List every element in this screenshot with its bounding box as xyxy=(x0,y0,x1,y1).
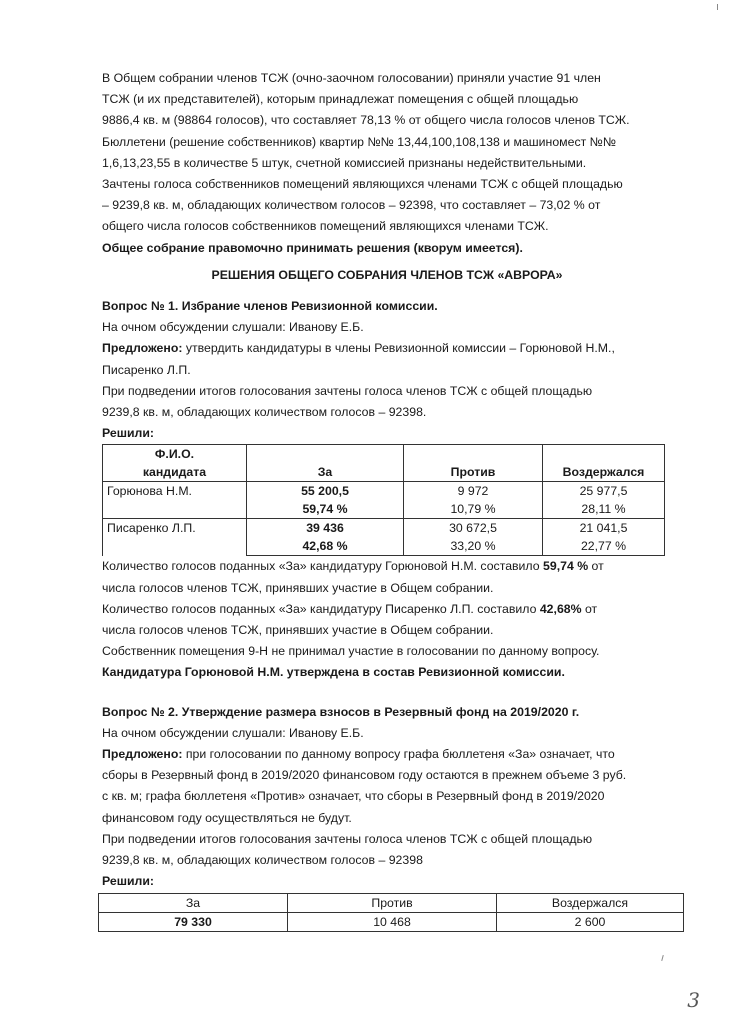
q2-count-line: При подведении итогов голосования зачтены голоса членов ТСЖ с общей площадью xyxy=(102,831,593,846)
q2-heading: Вопрос № 2. Утверждение размера взносов в Резервный фонд на 2019/2020 г. xyxy=(102,704,580,719)
col-against-header: Против xyxy=(288,893,497,912)
intro-line: Бюллетени (решение собственников) квартир №№ 13,44,100,108,138 и машиномест №№ xyxy=(102,134,617,149)
q1-decided: Решили: xyxy=(102,426,155,441)
votes-abstain: 21 041,5 xyxy=(543,519,665,538)
votes-against: 10 468 xyxy=(288,912,497,931)
votes-against: 30 672,5 xyxy=(404,519,543,538)
intro-line: 9886,4 кв. м (98864 голосов), что составляет 78,13 % от общего числа голосов членов ТСЖ. xyxy=(102,113,630,128)
votes-abstain-pct: 22,77 % xyxy=(543,537,665,556)
table-row xyxy=(103,482,665,501)
col-abstain-header: Воздержался xyxy=(543,445,665,482)
votes-for: 39 436 xyxy=(247,519,404,538)
q1-result-line: числа голосов членов ТСЖ, принявших участие в Общем собрании. xyxy=(102,623,494,638)
quorum-statement: Общее собрание правомочно принимать решения (кворум имеется). xyxy=(102,240,523,255)
scan-mark xyxy=(717,4,718,10)
intro-line: общего числа голосов собственников помещений являющихся членами ТСЖ. xyxy=(102,219,549,234)
votes-for-pct: 59,74 % xyxy=(247,500,404,519)
candidate-name: Горюнова Н.М. xyxy=(103,482,247,519)
proposed-label: Предложено: xyxy=(102,341,183,356)
col-for-header: За xyxy=(247,445,404,482)
q1-conclusion: Кандидатура Горюновой Н.М. утверждена в состав Ревизионной комиссии. xyxy=(102,665,565,680)
q1-results-table xyxy=(102,444,665,556)
col-abstain-header: Воздержался xyxy=(497,893,684,912)
q2-proposed: Предложено: при голосовании по данному вопросу графа бюллетеня «За» означает, что xyxy=(102,747,615,762)
q1-heard: На очном обсуждении слушали: Иванову Е.Б. xyxy=(102,320,364,335)
q1-heading: Вопрос № 1. Избрание членов Ревизионной комиссии. xyxy=(102,299,438,314)
col-name-header: Ф.И.О. кандидата xyxy=(103,445,247,482)
q1-count-line: 9239,8 кв. м, обладающих количеством голосов – 92398. xyxy=(102,405,427,420)
votes-for: 55 200,5 xyxy=(247,482,404,501)
q2-proposed-cont: с кв. м; графа бюллетеня «Против» означает, что сборы в Резервный фонд в 2019/2020 xyxy=(102,789,605,804)
votes-against-pct: 33,20 % xyxy=(404,537,543,556)
q1-count-line: При подведении итогов голосования зачтены голоса членов ТСЖ с общей площадью xyxy=(102,383,593,398)
q1-proposed-cont: Писаренко Л.П. xyxy=(102,362,191,377)
votes-against-pct: 10,79 % xyxy=(404,500,543,519)
intro-line: 1,6,13,23,55 в количестве 5 штук, счетной комиссией признаны недействительными. xyxy=(102,155,587,170)
q1-result-line: числа голосов членов ТСЖ, принявших участие в Общем собрании. xyxy=(102,580,494,595)
intro-line: Зачтены голоса собственников помещений являющихся членами ТСЖ с общей площадью xyxy=(102,177,623,192)
document-body xyxy=(102,68,692,932)
votes-for: 79 330 xyxy=(99,912,288,931)
intro-line: В Общем собрании членов ТСЖ (очно-заочном голосовании) приняли участие 91 член xyxy=(102,71,601,85)
votes-abstain: 2 600 xyxy=(497,912,684,931)
scan-mark xyxy=(661,955,664,961)
q2-proposed-cont: финансовом году осуществляться не будут. xyxy=(102,810,352,825)
q1-result-line: Количество голосов поданных «За» кандидатуру Писаренко Л.П. составило 42,68% от xyxy=(102,601,598,616)
candidate-name: Писаренко Л.П. xyxy=(103,519,247,556)
intro-line: – 9239,8 кв. м, обладающих количеством голосов – 92398, что составляет – 73,02 % от xyxy=(102,198,601,213)
q2-count-line: 9239,8 кв. м, обладающих количеством голосов – 92398 xyxy=(102,853,423,868)
q1-result-line: Количество голосов поданных «За» кандидатуру Горюновой Н.М. составило 59,74 % от xyxy=(102,559,604,574)
page-number: 3 xyxy=(687,988,700,1012)
q2-decided: Решили: xyxy=(102,874,155,889)
q1-note: Собственник помещения 9-Н не принимал участие в голосовании по данному вопросу. xyxy=(102,644,600,659)
section-title: РЕШЕНИЯ ОБЩЕГО СОБРАНИЯ ЧЛЕНОВ ТСЖ «АВРОРА» xyxy=(211,267,563,282)
intro-line: ТСЖ (и их представителей), которым принадлежат помещения с общей площадью xyxy=(102,92,579,107)
proposed-text: утвердить кандидатуры в члены Ревизионной комиссии – Горюновой Н.М., xyxy=(182,341,615,356)
votes-abstain: 25 977,5 xyxy=(543,482,665,501)
q2-proposed-cont: сборы в Резервный фонд в 2019/2020 финансовом году остаются в прежнем объеме 3 руб. xyxy=(102,768,627,783)
proposed-label: Предложено: xyxy=(102,747,183,762)
votes-abstain-pct: 28,11 % xyxy=(543,500,665,519)
table-row xyxy=(103,519,665,538)
votes-for-pct: 42,68 % xyxy=(247,537,404,556)
q2-results-table xyxy=(98,893,684,932)
votes-against: 9 972 xyxy=(404,482,543,501)
q1-proposed xyxy=(102,338,692,359)
col-against-header: Против xyxy=(404,445,543,482)
q2-heard: На очном обсуждении слушали: Иванову Е.Б. xyxy=(102,725,364,740)
col-for-header: За xyxy=(99,893,288,912)
table-row xyxy=(99,912,684,931)
